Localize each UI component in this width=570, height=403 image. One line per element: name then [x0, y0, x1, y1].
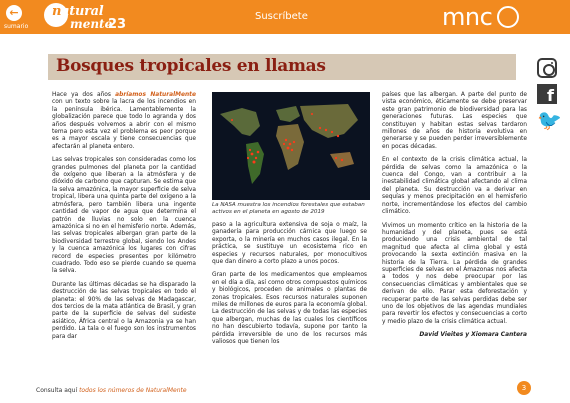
issue-number: 23	[108, 17, 127, 32]
facebook-icon[interactable]: f	[537, 84, 557, 104]
previous-issue-link[interactable]: abríamos NaturalMente	[115, 92, 196, 98]
paragraph: Hace ya dos años abríamos NaturalMente con un texto sobre la lacra de los incendios en la península ibérica. Lamentablemente la globalización parece que todo lo agranda y dos años después volvemos a abrir con el mismo tema pero esta vez el problema es peor porque es a mayor escala y tiene consecuencias que afectarán al planeta entero.	[52, 92, 196, 150]
paragraph: paso a la agricultura extensiva de soja o maíz, la ganadería para producción cárnica que luego se exporta, o la minería en muchos casos ilegal. En la práctica, se sustituye un ecosistema rico en especies y recursos naturales, por monocultivos que dan dinero a corto plazo a unos pocos.	[212, 222, 367, 266]
paragraph: Gran parte de los medicamentos que empleamos en el día a día, así como otros compuestos químicos y biológicos, proceden de animales o plantas de zonas tropicales. Esos recursos naturales suponen miles de millones de euros para la economía global. La destrucción de las selvas y de todas las especies que albergan, muchas de las cuales los científicos no han descubierto todavía, supone por tanto la pérdida irreversible de uno de los recursos más valiosos que tienen los	[212, 272, 367, 346]
nasa-fire-map-image	[212, 92, 370, 200]
paragraph: Las selvas tropicales son consideradas como los grandes pulmones del planeta por la cantidad de oxígeno que liberan a la atmósfera y de dióxido de carbono que capturan. Se estima que la selva amazónica, la mayor superficie de selva tropical, libera una quinta parte del oxígeno a la atmósfera, pero también libera una ingente cantidad de vapor de agua que determina el patrón de lluvias no solo en la cuenca amazónica si no en el hemisferio norte. Además, las selvas tropicales albergan gran parte de la biodiversidad terrestre global, siendo los Andes y la cuenca amazónica los lugares con cifras record de especies presentes por kilómetro cuadrado. Todo eso se pierde cuando se quema la selva.	[52, 157, 196, 275]
twitter-icon[interactable]: 🐦	[537, 108, 562, 132]
footer-line: Consulta aquí todos los números de NaturalMente	[36, 387, 187, 394]
mncn-logo[interactable]: mnc	[442, 3, 493, 31]
column-3	[382, 92, 527, 346]
instagram-icon[interactable]	[537, 58, 557, 78]
page-number-badge[interactable]: 3	[517, 381, 531, 395]
paragraph: En el contexto de la crisis climática actual, la pérdida de selvas como la amazónica o la cuenca del Congo, van a contribuir a la inestabilidad climática global afectando al clima del planeta. Su destrucción va a derivar en sequías y menos precipitación en el hemisferio norte, incrementándose los efectos del cambio climático.	[382, 157, 527, 216]
mncn-logo-circle	[497, 6, 519, 28]
subscribe-link[interactable]: Suscríbete	[255, 11, 308, 22]
paragraph: Vivimos un momento crítico en la historia de la humanidad y del planeta, pues se está produciendo una crisis ambiental de tal magnitud que afecta al clima global y está provocando la sexta extinción masiva en la historia de la Tierra. La pérdida de grandes superficies de selvas en el Amazonas nos afecta a todos y nos debe preocupar por las consecuencias climáticas y ambientales que se derivan de ello. Parar esta deforestación y recuperar parte de las selvas perdidas debe ser uno de los objetivos de las agendas mundiales para revertir los efectos y consecuencias a corto y medio plazo de la crisis climática actual.	[382, 222, 527, 325]
paragraph: Durante las últimas décadas se ha disparado la destrucción de las selvas tropicales en todo el planeta: el 90% de las selvas de Madagascar, dos tercios de la mata atlántica de Brasil, y gran parte de la superficie de selvas del sudeste asiático, África central o la Amazonia ya se han perdido. La tala o el fuego son los instrumentos para dar	[52, 281, 196, 340]
logo-line2: mente	[70, 17, 113, 31]
back-label[interactable]: sumario	[4, 23, 29, 30]
column-1	[52, 92, 196, 347]
paragraph: países que las albergan. A parte del punto de vista económico, éticamente se debe preservar este gran patrimonio de biodiversidad para las generaciones futuras. Las especies que constituyen y habitan estas selvas tardaron millones de años de historia evolutiva en generarse y se pueden perder irreversiblemente en pocas décadas.	[382, 92, 527, 150]
column-2	[212, 222, 367, 353]
image-caption: La NASA muestra los incendios forestales que estaban activos en el planeta en agosto de 2019	[212, 202, 365, 215]
article-title: Bosques tropicales en llamas	[56, 56, 326, 76]
author-signature: David Vieites y Xiomara Cantera	[419, 332, 527, 339]
top-bar	[0, 0, 570, 34]
back-arrow-icon[interactable]: ←	[6, 5, 22, 21]
article-page	[34, 46, 528, 391]
logo-line1: natural	[52, 4, 104, 19]
naturalmente-logo[interactable]	[44, 3, 134, 31]
all-issues-link[interactable]: todos los números de NaturalMente	[79, 387, 187, 394]
